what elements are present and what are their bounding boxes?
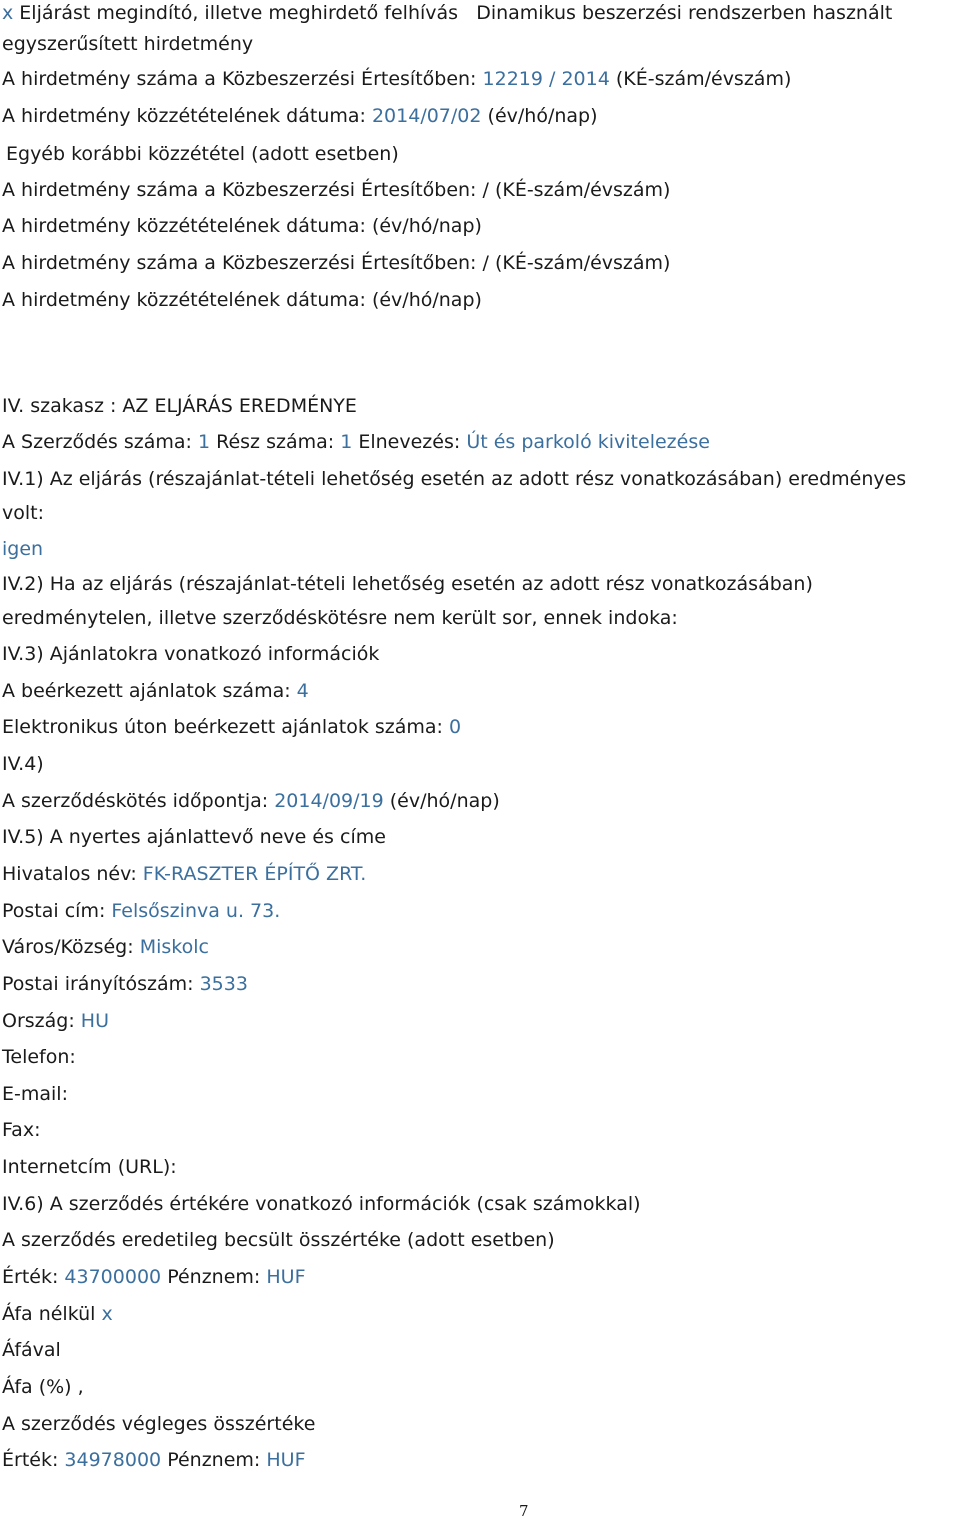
page-number: 7 xyxy=(519,1502,529,1520)
vat-line: Áfa (%) , xyxy=(2,1376,84,1398)
country-value: HU xyxy=(80,1010,109,1032)
publication-date-value: 2014/07/02 xyxy=(371,105,482,127)
procedure-marker: x xyxy=(2,2,14,24)
ke-number-value: 12219 / 2014 xyxy=(482,68,610,90)
e-offers-value: 0 xyxy=(449,716,462,738)
signing-date-line: A szerződéskötés időpontja: 2014/09/19 (év/hó/nap) xyxy=(2,790,500,812)
final-value-title: A szerződés végleges összértéke xyxy=(2,1413,316,1435)
city-line: Város/Község: Miskolc xyxy=(2,936,209,958)
estimated-value: 43700000 xyxy=(64,1266,162,1288)
gross-line: Áfával xyxy=(2,1339,61,1361)
contract-number: 1 xyxy=(197,431,211,453)
e-offers-line: Elektronikus úton beérkezett ajánlatok száma: 0 xyxy=(2,716,462,738)
publication-date-empty-1: A hirdetmény közzétételének dátuma: (év/hó/nap) xyxy=(2,215,482,237)
ke-number-empty-1: A hirdetmény száma a Közbeszerzési Értesítőben: / (KÉ-szám/évszám) xyxy=(2,179,671,201)
postcode-value: 3533 xyxy=(199,973,248,995)
procedure-label: Eljárást megindító, illetve meghirdető felhívás xyxy=(19,2,459,24)
publication-date-line: A hirdetmény közzétételének dátuma: 2014/07/02 (év/hó/nap) xyxy=(2,105,598,127)
offers-line: A beérkezett ajánlatok száma: 4 xyxy=(2,680,309,702)
iv4-heading: IV.4) xyxy=(2,753,44,775)
iv6-heading: IV.6) A szerződés értékére vonatkozó információk (csak számokkal) xyxy=(2,1193,641,1215)
final-value: 34978000 xyxy=(64,1449,162,1471)
estimated-value-line: Érték: 43700000 Pénznem: HUF xyxy=(2,1266,306,1288)
contract-line: A Szerződés száma: 1 Rész száma: 1 Elnevezés: Út és parkoló kivitelezése xyxy=(2,431,710,453)
net-line: Áfa nélkül x xyxy=(2,1303,113,1325)
fax-line: Fax: xyxy=(2,1119,41,1141)
ke-number-line: A hirdetmény száma a Közbeszerzési Értesítőben: 12219 / 2014 (KÉ-szám/évszám) xyxy=(2,68,792,90)
url-line: Internetcím (URL): xyxy=(2,1156,177,1178)
iv2-heading: IV.2) Ha az eljárás (részajánlat-tételi lehetőség esetén az adott rész vonatkozásában) xyxy=(2,573,813,595)
final-currency: HUF xyxy=(266,1449,306,1471)
email-line: E-mail: xyxy=(2,1083,68,1105)
estimated-currency: HUF xyxy=(266,1266,306,1288)
iv3-heading: IV.3) Ajánlatokra vonatkozó információk xyxy=(2,643,380,665)
official-name-line: Hivatalos név: FK-RASZTER ÉPÍTŐ ZRT. xyxy=(2,863,367,885)
procedure-value-cont: egyszerűsített hirdetmény xyxy=(2,33,254,55)
iv1-heading: IV.1) Az eljárás (részajánlat-tételi lehetőség esetén az adott rész vonatkozásában) eredményes xyxy=(2,468,907,490)
section-title: IV. szakasz : AZ ELJÁRÁS EREDMÉNYE xyxy=(2,395,357,417)
iv1-heading-cont: volt: xyxy=(2,502,44,524)
publication-date-empty-2: A hirdetmény közzétételének dátuma: (év/hó/nap) xyxy=(2,289,482,311)
net-mark: x xyxy=(101,1303,113,1325)
postcode-line: Postai irányítószám: 3533 xyxy=(2,973,248,995)
iv2-heading-cont: eredménytelen, illetve szerződéskötésre nem került sor, ennek indoka: xyxy=(2,607,678,629)
phone-line: Telefon: xyxy=(2,1046,76,1068)
final-value-line: Érték: 34978000 Pénznem: HUF xyxy=(2,1449,306,1471)
contract-name: Út és parkoló kivitelezése xyxy=(466,431,710,453)
procedure-value: Dinamikus beszerzési rendszerben használt xyxy=(476,2,893,24)
procedure-line xyxy=(2,1,892,25)
city-value: Miskolc xyxy=(139,936,209,958)
official-name-value: FK-RASZTER ÉPÍTŐ ZRT. xyxy=(142,863,367,885)
iv5-heading: IV.5) A nyertes ajánlattevő neve és címe xyxy=(2,826,386,848)
postal-address-value: Felsőszinva u. 73. xyxy=(111,900,281,922)
part-number: 1 xyxy=(340,431,353,453)
other-publication-title: Egyéb korábbi közzététel (adott esetben) xyxy=(6,143,399,165)
estimated-value-title: A szerződés eredetileg becsült összértéke (adott esetben) xyxy=(2,1229,555,1251)
signing-date-value: 2014/09/19 xyxy=(274,790,384,812)
ke-number-empty-2: A hirdetmény száma a Közbeszerzési Értesítőben: / (KÉ-szám/évszám) xyxy=(2,252,671,274)
offers-value: 4 xyxy=(296,680,309,702)
postal-address-line: Postai cím: Felsőszinva u. 73. xyxy=(2,900,281,922)
iv1-value: igen xyxy=(2,538,44,560)
country-line: Ország: HU xyxy=(2,1010,109,1032)
